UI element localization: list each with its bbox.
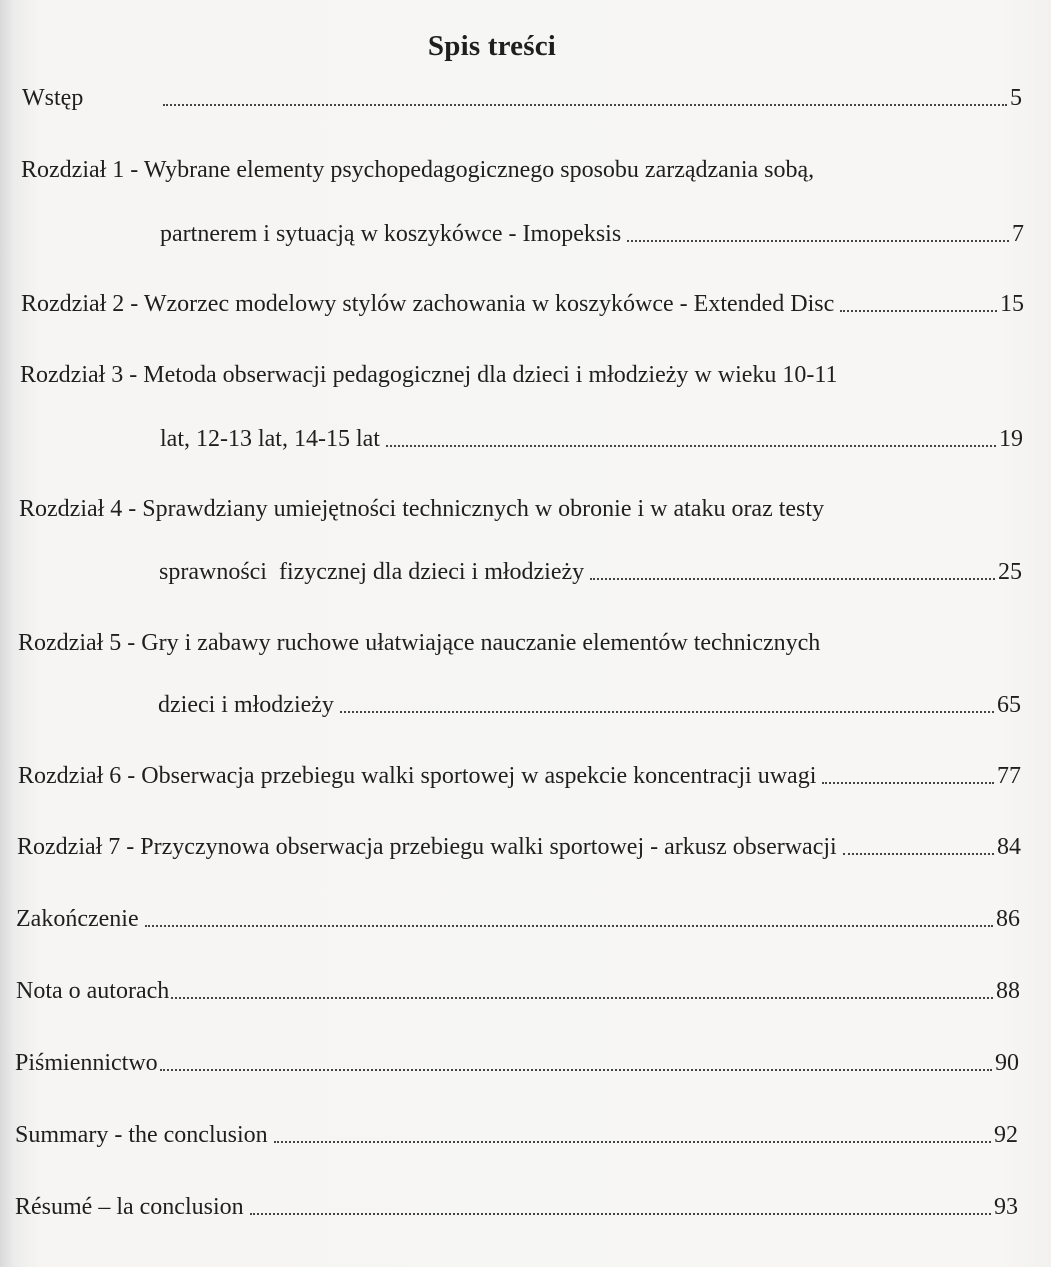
toc-entry-title: Rozdział 2 - Wzorzec modelowy stylów zachowania w koszykówce - Extended Disc — [21, 291, 835, 317]
toc-page-number: 90 — [995, 1050, 1019, 1076]
toc-entry-title: Summary - the conclusion — [15, 1122, 268, 1148]
toc-entry-bibliography — [15, 1047, 1019, 1079]
toc-page-number: 93 — [994, 1194, 1018, 1220]
toc-page-number: 65 — [997, 692, 1021, 718]
page-title: Spis treści — [427, 30, 557, 62]
toc-entry-chapter-5 — [158, 689, 1021, 721]
dot-leader — [145, 925, 993, 927]
dot-leader — [627, 240, 1009, 242]
toc-entry-chapter-5-line-1: Rozdział 5 - Gry i zabawy ruchowe ułatwiające nauczanie elementów technicznych — [18, 630, 821, 656]
toc-page-number: 15 — [1000, 291, 1024, 317]
toc-page-number: 84 — [997, 834, 1021, 860]
toc-page-number: 25 — [998, 559, 1022, 585]
dot-leader — [171, 997, 993, 999]
toc-entry-introduction — [22, 82, 1022, 114]
dot-leader — [590, 578, 995, 580]
toc-entry-chapter-4 — [159, 556, 1022, 588]
toc-entry-chapter-1-line-1: Rozdział 1 - Wybrane elementy psychopedagogicznego sposobu zarządzania sobą, — [21, 157, 815, 183]
toc-page-number: 86 — [996, 906, 1020, 932]
toc-entry-title: Rozdział 6 - Obserwacja przebiegu walki sportowej w aspekcie koncentracji uwagi — [18, 763, 817, 789]
dot-leader — [843, 853, 994, 855]
toc-entry-ending — [16, 903, 1020, 935]
toc-entry-chapter-3 — [160, 423, 1023, 455]
toc-entry-summary — [15, 1119, 1018, 1151]
toc-entry-chapter-3-line-1: Rozdział 3 - Metoda obserwacji pedagogicznej dla dzieci i młodzieży w wieku 10-11 — [20, 362, 838, 388]
toc-page-number: 77 — [997, 763, 1021, 789]
toc-entry-title: Zakończenie — [16, 906, 139, 932]
dot-leader — [250, 1213, 991, 1215]
toc-entry-resume — [15, 1191, 1018, 1223]
toc-page-number: 7 — [1012, 221, 1024, 247]
dot-leader — [822, 782, 994, 784]
toc-entry-title: Résumé – la conclusion — [15, 1194, 244, 1220]
toc-entry-about-authors — [16, 975, 1020, 1007]
toc-entry-title: partnerem i sytuacją w koszykówce - Imopeksis — [160, 221, 622, 247]
toc-entry-chapter-7 — [17, 831, 1021, 863]
toc-entry-title: sprawności fizycznej dla dzieci i młodzieży — [159, 559, 585, 585]
toc-entry-title: lat, 12-13 lat, 14-15 lat — [160, 426, 380, 452]
toc-entry-title: Nota o autorach — [16, 978, 170, 1004]
toc-entry-title: Wstęp — [22, 85, 84, 111]
dot-leader — [274, 1141, 991, 1143]
dot-leader — [340, 711, 994, 713]
toc-page-number: 92 — [994, 1122, 1018, 1148]
toc-entry-title: dzieci i młodzieży — [158, 692, 334, 718]
toc-entry-title: Piśmiennictwo — [15, 1050, 158, 1076]
toc-entry-chapter-4-line-1: Rozdział 4 - Sprawdziany umiejętności technicznych w obronie i w ataku oraz testy — [19, 496, 825, 522]
toc-page-number: 19 — [999, 426, 1023, 452]
toc-page-number: 5 — [1010, 85, 1022, 111]
toc-entry-chapter-2 — [21, 288, 1024, 320]
toc-entry-chapter-1 — [160, 218, 1024, 250]
dot-leader — [386, 445, 996, 447]
toc-page-number: 88 — [996, 978, 1020, 1004]
toc-entry-chapter-6 — [18, 760, 1021, 792]
dot-leader — [163, 104, 1007, 106]
dot-leader — [840, 310, 997, 312]
toc-entry-title: Rozdział 7 - Przyczynowa obserwacja przebiegu walki sportowej - arkusz obserwacji — [17, 834, 837, 860]
dot-leader — [160, 1069, 992, 1071]
